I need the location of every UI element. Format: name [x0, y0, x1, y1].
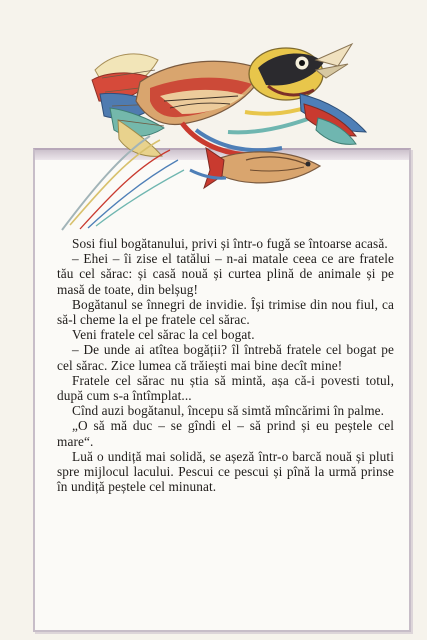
story-paragraph-8: „O să mă duc – se gîndi el – să prind și eu peștele cel mare“. — [57, 418, 394, 449]
story-paragraph-5: – De unde ai atîtea bogății? îl întrebă fratele cel bogat pe cel sărac. Zice lumea că trăiești mai bine decît mine! — [57, 342, 394, 373]
story-paragraph-7: Cînd auzi bogătanul, începu să simtă mîncărimi în palme. — [72, 403, 385, 419]
bird-head — [249, 44, 352, 100]
feathers-left — [92, 54, 164, 156]
story-paragraph-2: – Ehei – îi zise el tatălui – n-ai matale ceea ce are fratele tău cel sărac: și casă nouă și curtea plină de animale și pe masă de toate, din belșug! — [57, 251, 394, 297]
story-paragraph-9: Luă o undiță mai solidă, se așeză într-o barcă nouă și pluti spre mijlocul lacului. Pescui ce pescui și pînă la urmă prinse în undiță peștele cel minunat. — [57, 448, 394, 495]
story-text — [57, 236, 394, 494]
bird-body — [136, 61, 265, 124]
story-paragraph-3: Bogătanul se înnegri de invidie. Își trimise din nou fiul, ca să-l cheme la el pe fratele cel sărac. — [57, 296, 394, 328]
frame-top-border — [35, 150, 409, 160]
right-wing-accent — [300, 94, 366, 144]
story-paragraph-6: Fratele cel sărac nu știa să mintă, așa că-i povesti totul, după cum s-a întîmplat... — [57, 372, 394, 404]
story-paragraph-4: Veni fratele cel sărac la cel bogat. — [72, 327, 255, 343]
story-paragraph-1: Sosi fiul bogătanului, privi și într-o fugă se întoarse acasă. — [72, 236, 388, 251]
